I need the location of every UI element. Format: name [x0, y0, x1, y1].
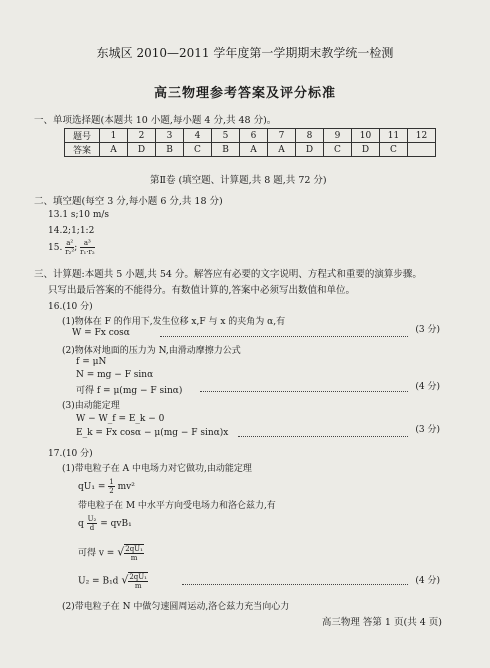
denominator: 2	[109, 487, 114, 495]
table-cell: 6	[240, 129, 268, 143]
eq-left: q	[78, 519, 84, 529]
table-cell: 9	[324, 129, 352, 143]
answer-15-number: 15.	[48, 243, 63, 253]
leader-dots	[200, 391, 408, 392]
page-title: 高三物理参考答案及评分标准	[153, 86, 336, 101]
q17-part1b: 带电粒子在 M 中水平方向受电场力和洛仑兹力,有	[78, 501, 276, 511]
table-cell: 3	[156, 129, 184, 143]
denominator: d	[89, 524, 95, 532]
fraction	[128, 572, 148, 590]
q16-part1: (1)物体在 F 的作用下,发生位移 x,F 与 x 的夹角为 α,有	[62, 317, 286, 327]
table-cell: C	[380, 143, 408, 157]
fraction	[80, 239, 95, 256]
fraction	[65, 239, 74, 256]
exam-title: 东城区 2010—2011 学年度第一学期期末教学统一检测	[96, 46, 394, 60]
section3-heading: 三、计算题:本题共 5 小题,共 54 分。解答应有必要的文字说明、方程式和重要的演算步骤。	[34, 269, 422, 280]
section3-note: 只写出最后答案的不能得分。有数值计算的,答案中必须写出数值和单位。	[48, 285, 356, 296]
q16-eq2: f = μN	[76, 357, 107, 367]
table-cell: B	[156, 143, 184, 157]
table-cell: C	[184, 143, 212, 157]
q17-title: 17.(10 分)	[48, 449, 93, 459]
table-cell: 4	[184, 129, 212, 143]
table-cell: A	[100, 143, 128, 157]
table-cell: D	[128, 143, 156, 157]
section2-heading: 二、填空题(每空 3 分,每小题 6 分,共 18 分)	[34, 196, 223, 207]
fraction	[87, 515, 98, 532]
eq-right: = qvB₁	[100, 519, 132, 529]
table-cell: B	[212, 143, 240, 157]
sqrt-icon: √	[121, 573, 129, 587]
q16-eq3: N = mg − F sinα	[76, 370, 154, 380]
q17-eq4	[78, 572, 148, 590]
eq-right: mv²	[117, 482, 135, 492]
table-cell: 12	[408, 129, 436, 143]
answer-15: 15. $\frac{\text{a²}}{\text{r₂²}}$ ; $\frac{\text{a³}}{\text{r₁·r₂}}$	[48, 239, 95, 256]
answer-13: 13.1 s;10 m/s	[48, 210, 110, 220]
q16-part2: (2)物体对地面的压力为 N,由滑动摩擦力公式	[62, 346, 241, 356]
numerator: 1	[109, 478, 114, 486]
row-label-question: 题号	[65, 129, 100, 143]
table-cell: C	[324, 143, 352, 157]
table-cell: 2	[128, 129, 156, 143]
denominator: m	[130, 554, 138, 562]
leader-dots	[182, 584, 408, 585]
answer-table	[64, 128, 436, 157]
table-cell: 10	[352, 129, 380, 143]
q17-part2: (2)带电粒子在 N 中做匀速圆周运动,洛仑兹力充当向心力	[62, 602, 290, 612]
q16-part3: (3)由动能定理	[62, 401, 120, 411]
section1-heading: 一、单项选择题(本题共 10 小题,每小题 4 分,共 48 分)。	[34, 115, 277, 126]
fraction	[108, 478, 114, 495]
eq-left: 可得 v =	[78, 548, 115, 559]
table-cell: D	[352, 143, 380, 157]
q16-eq6: E_k = Fx cosα − μ(mg − F sinα)x	[76, 428, 229, 438]
points-3b: (3 分)	[415, 425, 440, 435]
denominator: m	[134, 582, 142, 590]
table-row-answers	[65, 143, 436, 157]
q16-eq1: W = Fx cosα	[72, 328, 130, 338]
fraction	[124, 544, 144, 562]
table-cell: 7	[268, 129, 296, 143]
points-4b: (4 分)	[415, 576, 440, 586]
q16-title: 16.(10 分)	[48, 302, 93, 312]
denominator: r₂²	[65, 248, 75, 256]
answer-14: 14.2;1;1:2	[48, 226, 95, 236]
table-cell: 11	[380, 129, 408, 143]
row-label-answer: 答案	[65, 143, 100, 157]
eq-left: U₂ = B₁d	[78, 576, 119, 587]
q16-eq4: 可得 f = μ(mg − F sinα)	[76, 386, 183, 396]
numerator: a³	[80, 239, 95, 248]
table-cell: 8	[296, 129, 324, 143]
table-cell: 1	[100, 129, 128, 143]
table-row-numbers	[65, 129, 436, 143]
q17-eq1	[78, 478, 135, 495]
q17-eq2	[78, 515, 132, 532]
q16-eq5: W − W_f = E_k − 0	[76, 414, 165, 424]
numerator: a²	[66, 239, 74, 247]
table-cell	[408, 143, 436, 157]
denominator: r₁·r₂	[80, 248, 95, 256]
table-cell: A	[240, 143, 268, 157]
points-4: (4 分)	[415, 382, 440, 392]
leader-dots	[238, 436, 408, 437]
eq-left: qU₁ =	[78, 482, 106, 492]
part2-heading: 第Ⅱ卷 (填空题、计算题,共 8 题,共 72 分)	[150, 175, 327, 186]
table-cell: 5	[212, 129, 240, 143]
sqrt-icon: √	[117, 545, 125, 559]
table-cell: A	[268, 143, 296, 157]
table-cell: D	[296, 143, 324, 157]
numerator: U₂	[87, 515, 97, 523]
numerator: 2qU₁	[125, 545, 143, 553]
page-footer: 高三物理 答第 1 页(共 4 页)	[321, 617, 442, 628]
points-3: (3 分)	[415, 325, 440, 335]
leader-dots	[160, 336, 408, 337]
q17-eq3	[78, 544, 144, 562]
q17-part1: (1)带电粒子在 A 中电场力对它做功,由动能定理	[62, 464, 252, 474]
numerator: 2qU₁	[129, 573, 147, 581]
